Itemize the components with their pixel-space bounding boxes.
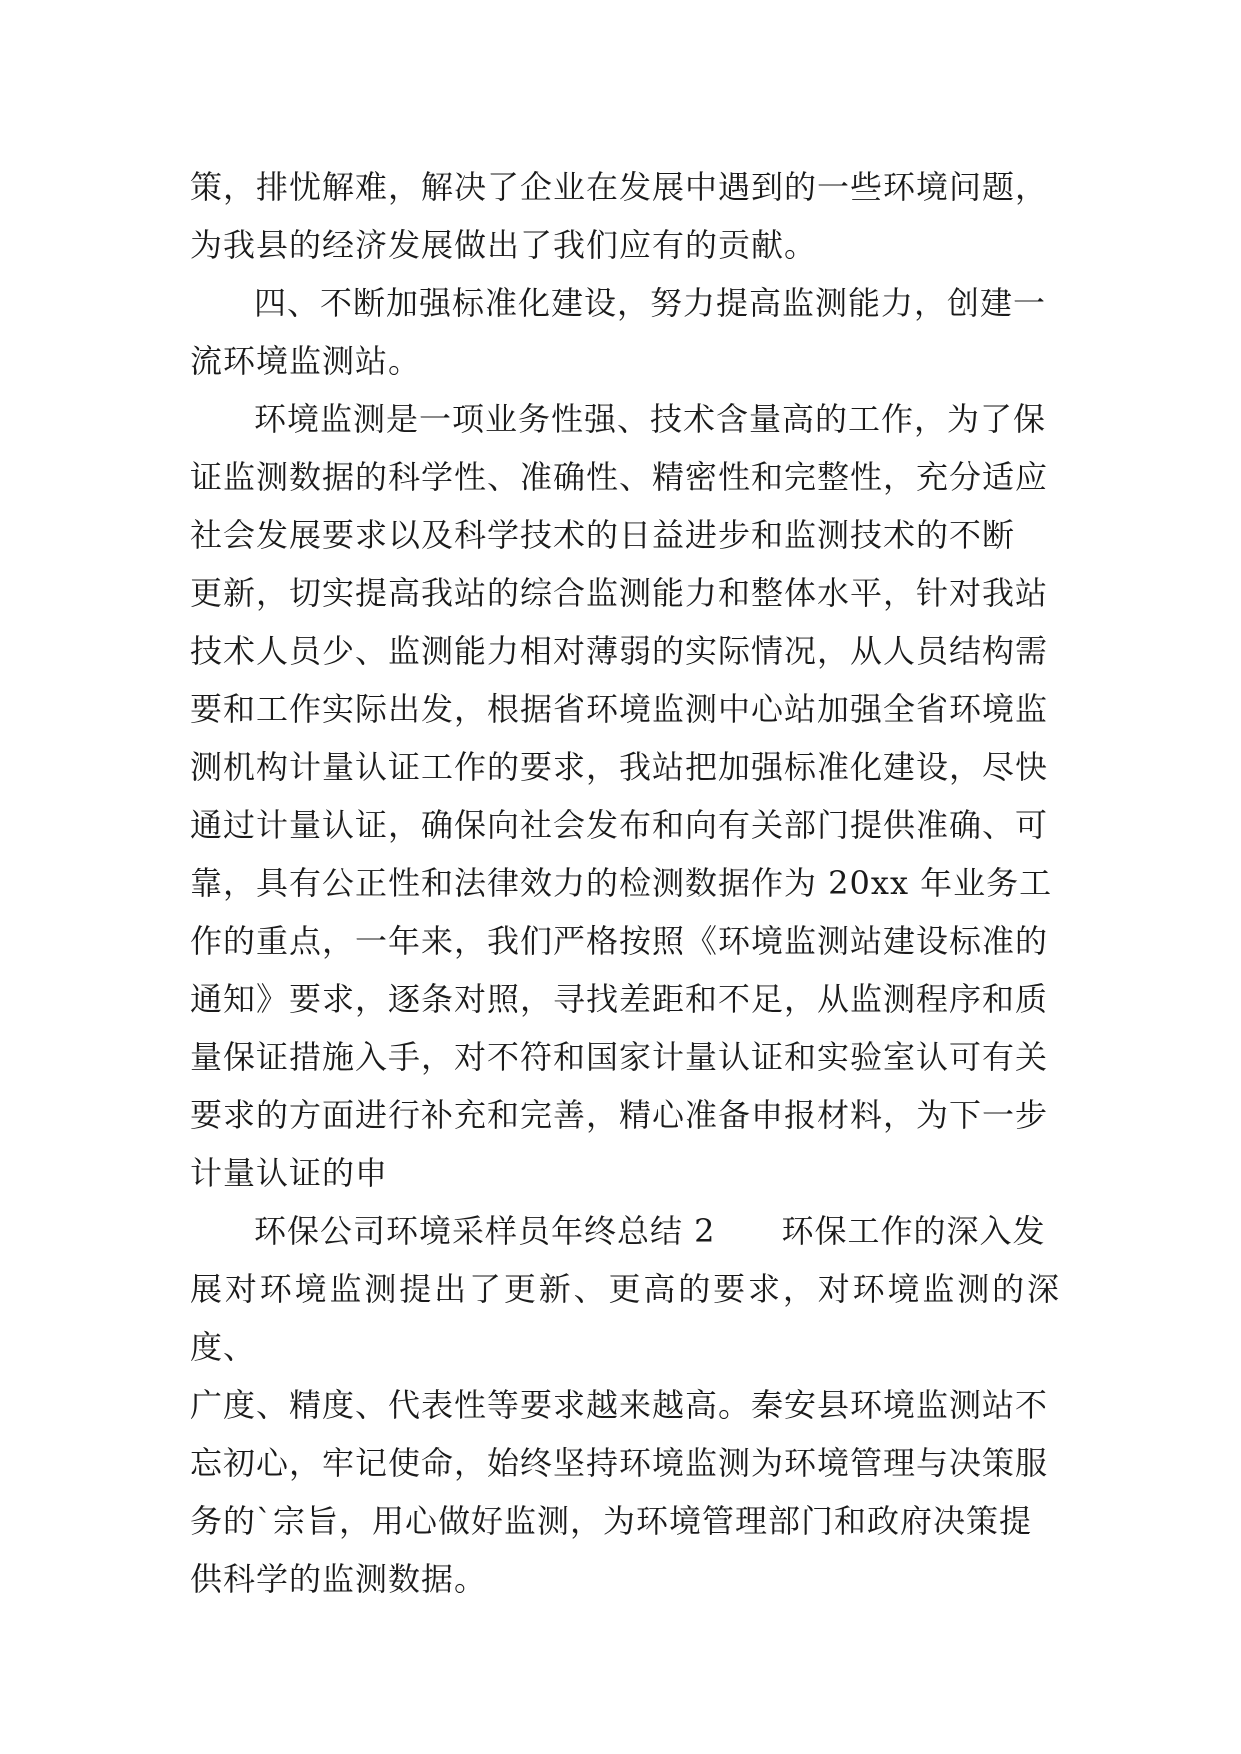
text-line: 环境监测是一项业务性强、技术含量高的工作，为了保 [254, 400, 1047, 438]
document-body [190, 158, 1060, 1608]
text-line: 计量认证的申 [190, 1154, 389, 1192]
paragraph-2 [190, 274, 1060, 390]
text-line: 更新，切实提高我站的综合监测能力和整体水平，针对我站 [190, 574, 1049, 612]
paragraph-3 [190, 390, 1060, 1202]
text-line: 测机构计量认证工作的要求，我站把加强标准化建设，尽快 [190, 748, 1049, 786]
paragraph-1 [190, 158, 1060, 274]
text-line: 通知》要求，逐条对照，寻找差距和不足，从监测程序和质 [190, 980, 1049, 1018]
text-line: 要求的方面进行补充和完善，精心准备申报材料，为下一步 [190, 1096, 1049, 1134]
text-line: 环保公司环境采样员年终总结 2 环保工作的深入发 [254, 1212, 1046, 1250]
text-line: 为我县的经济发展做出了我们应有的贡献。 [190, 226, 818, 264]
text-line: 展对环境监测提出了更新、更高的要求，对环境监测的深度、 [190, 1270, 1060, 1366]
text-line: 作的重点，一年来，我们严格按照《环境监测站建设标准的 [190, 922, 1049, 960]
text-line: 技术人员少、监测能力相对薄弱的实际情况，从人员结构需 [190, 632, 1049, 670]
text-line: 量保证措施入手，对不符和国家计量认证和实验室认可有关 [190, 1038, 1049, 1076]
text-line: 要和工作实际出发，根据省环境监测中心站加强全省环境监 [190, 690, 1049, 728]
text-line: 务的`宗旨，用心做好监测，为环境管理部门和政府决策提 [190, 1502, 1033, 1540]
text-line: 流环境监测站。 [190, 342, 422, 380]
text-line: 社会发展要求以及科学技术的日益进步和监测技术的不断 [190, 516, 1016, 554]
text-line: 策，排忧解难，解决了企业在发展中遇到的一些环境问题， [190, 168, 1049, 206]
text-line: 广度、精度、代表性等要求越来越高。秦安县环境监测站不 [190, 1386, 1049, 1424]
text-line: 忘初心，牢记使命，始终坚持环境监测为环境管理与决策服 [190, 1444, 1049, 1482]
text-line: 通过计量认证，确保向社会发布和向有关部门提供准确、可 [190, 806, 1049, 844]
text-line: 四、不断加强标准化建设，努力提高监测能力，创建一 [254, 284, 1047, 322]
paragraph-4 [190, 1202, 1060, 1608]
text-line: 证监测数据的科学性、准确性、精密性和完整性，充分适应 [190, 458, 1049, 496]
text-line: 供科学的监测数据。 [190, 1560, 488, 1598]
text-line: 靠，具有公正性和法律效力的检测数据作为 20xx 年业务工 [190, 864, 1053, 902]
